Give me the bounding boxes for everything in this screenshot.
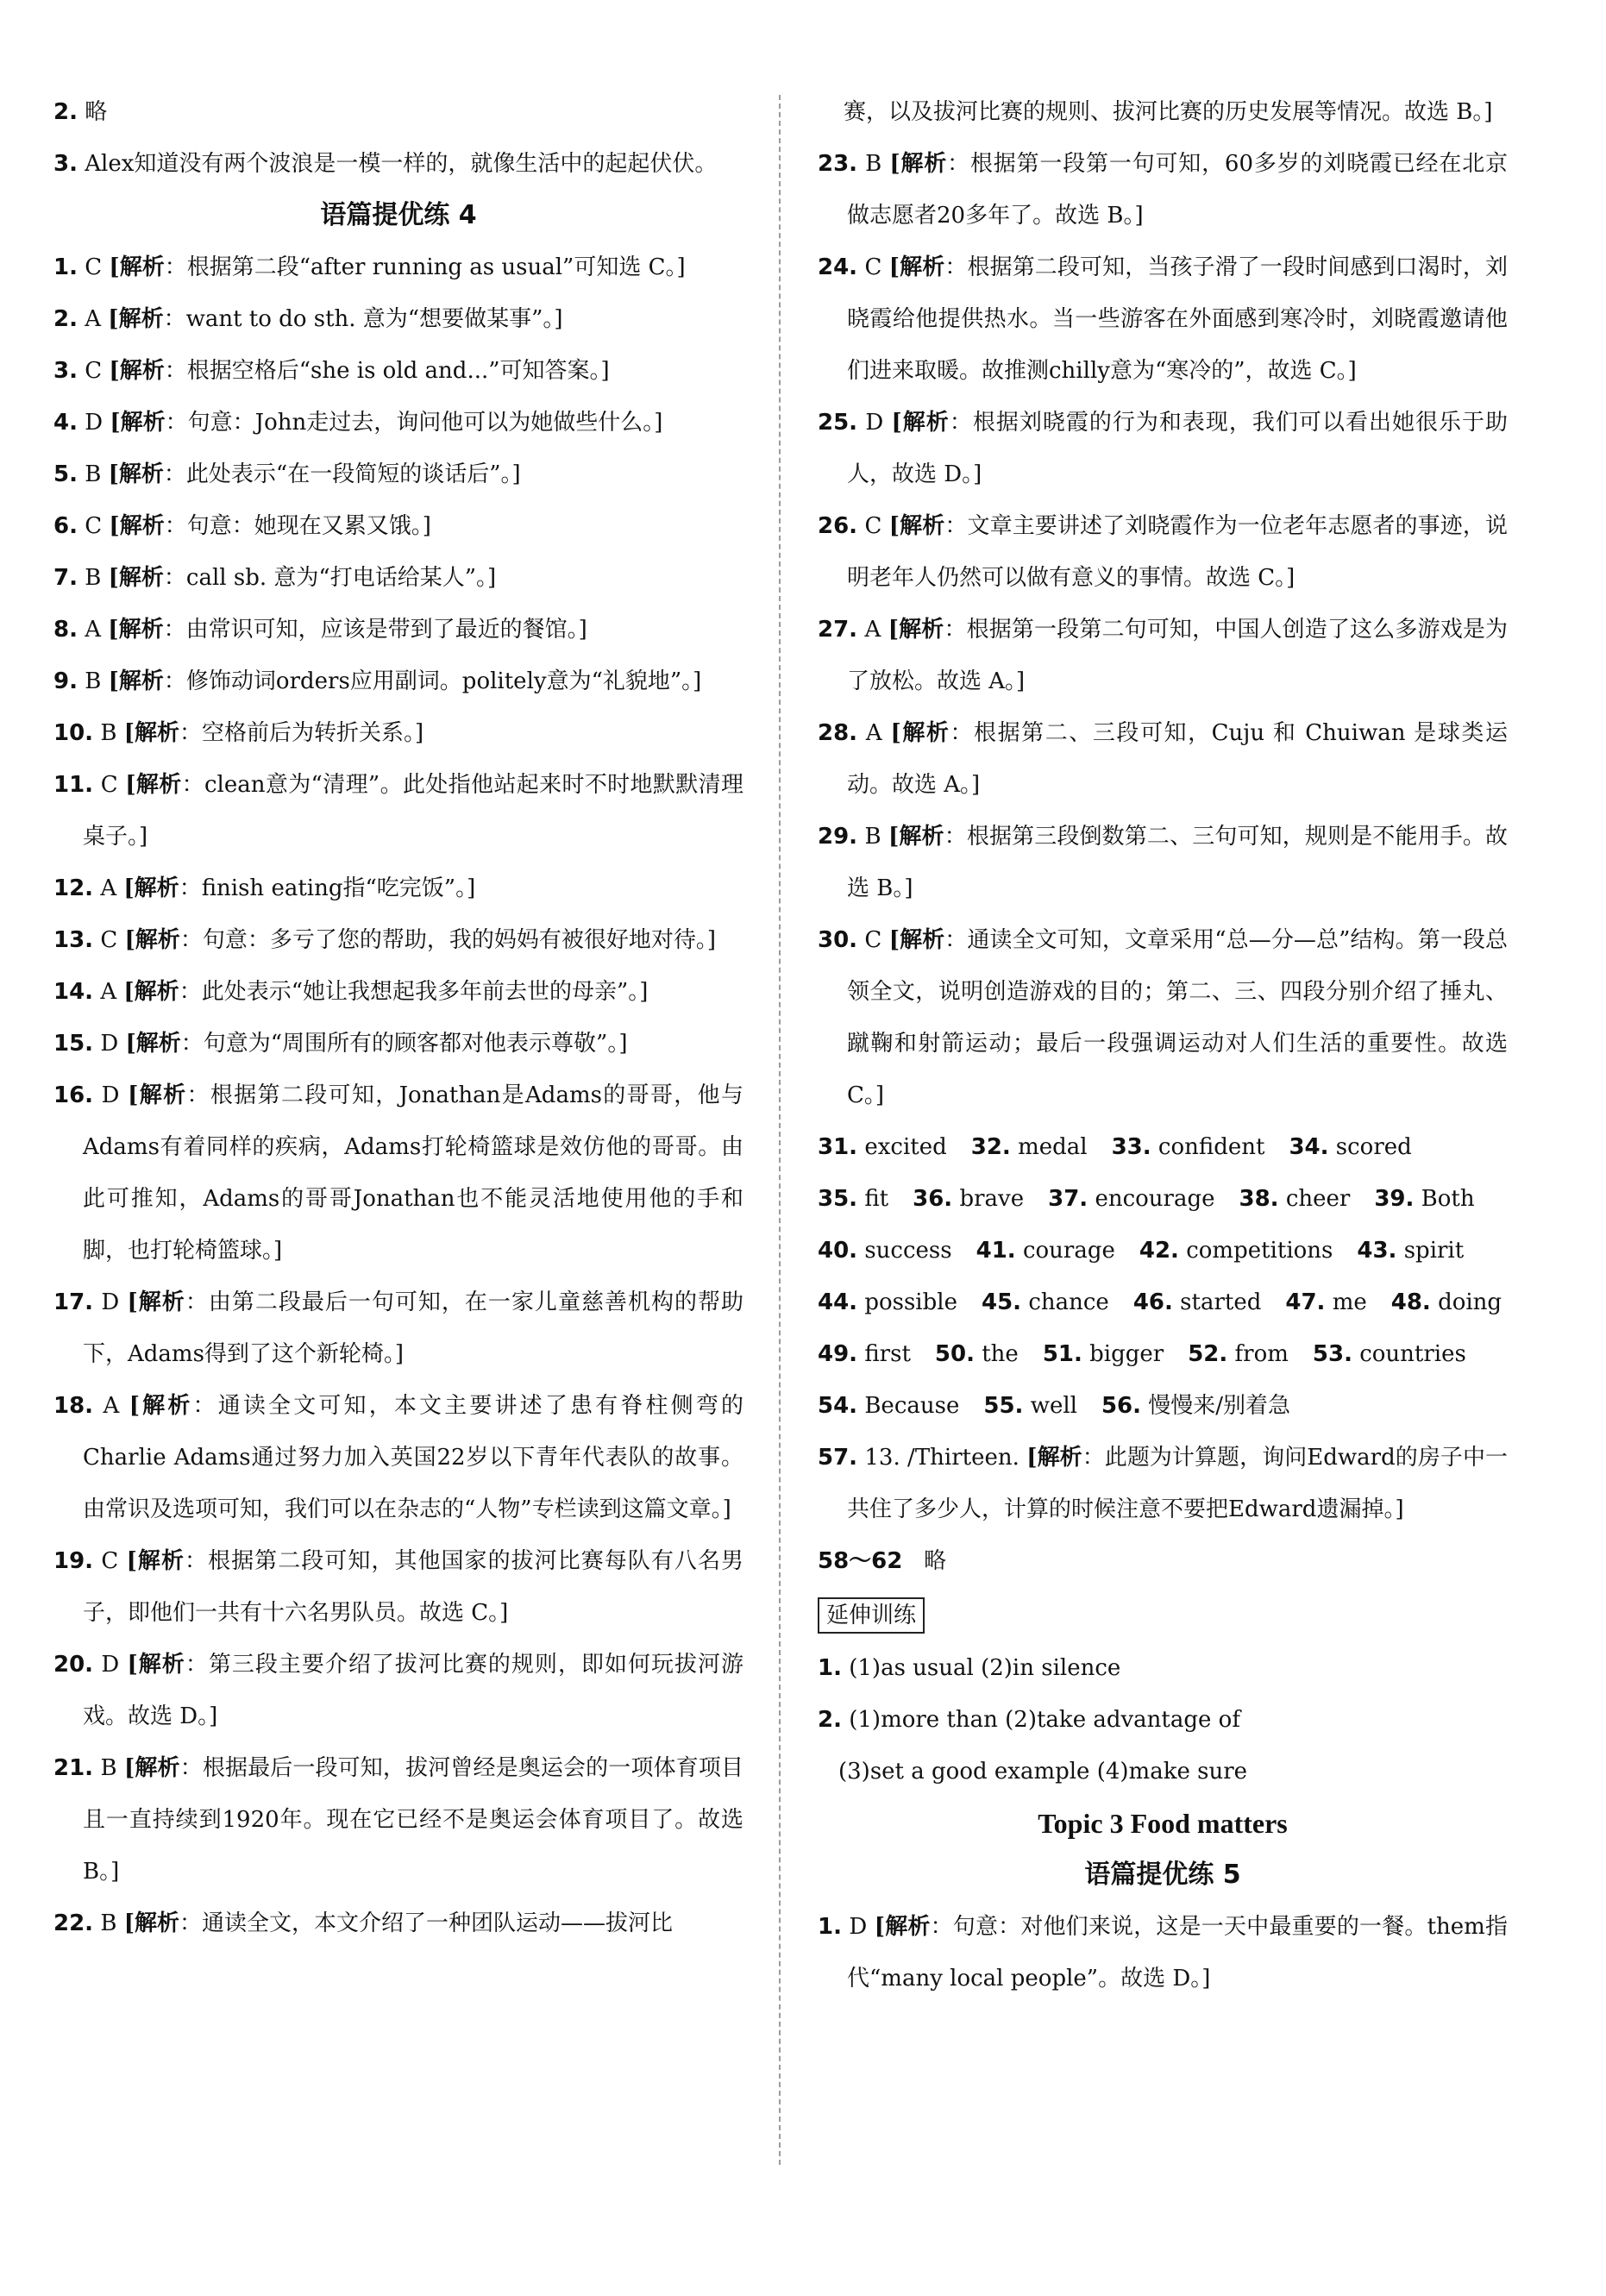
answer-item — [53, 863, 743, 914]
answer-item — [53, 1070, 743, 1277]
item-text: ：根据空格后“she is old and...”可知答案。] — [164, 358, 610, 384]
item-number: 33. — [1111, 1134, 1151, 1160]
item-text: ：want to do sth. 意为“想要做某事”。] — [163, 306, 563, 332]
analysis-tag: [解析 — [1026, 1445, 1082, 1471]
analysis-tag: [解析 — [126, 1548, 185, 1574]
item-number: 2. — [53, 99, 78, 125]
item-word: started — [1180, 1289, 1262, 1315]
item-number: 2. — [53, 306, 78, 332]
item-answer: A — [103, 1393, 120, 1419]
analysis-tag: [解析 — [888, 617, 944, 643]
item-word: well — [1030, 1393, 1077, 1419]
extension-item — [818, 1694, 1508, 1746]
answer-item — [53, 86, 743, 138]
item-text: ：根据第二、三段可知，Cuju 和 Chuiwan 是球类运动。故选 A。] — [847, 720, 1508, 798]
item-number: 3. — [53, 358, 78, 384]
word-answer-row — [818, 1328, 1508, 1380]
item-number: 32. — [970, 1134, 1011, 1160]
item-answer: B — [100, 720, 117, 746]
item-text: ：句意：多亏了您的帮助，我的妈妈有被很好地对待。] — [179, 927, 716, 953]
item-word: chance — [1028, 1289, 1109, 1315]
item-number: 56. — [1101, 1393, 1142, 1419]
item-answer: D — [865, 410, 884, 436]
item-number: 36. — [913, 1186, 953, 1212]
item-word: excited — [864, 1134, 947, 1160]
item-answer: D — [849, 1914, 868, 1940]
answer-item — [818, 1901, 1508, 2004]
right-column — [818, 86, 1508, 2004]
item-answer: C — [85, 513, 103, 539]
answer-item — [53, 242, 743, 293]
word-answer — [1285, 1277, 1366, 1328]
item-answer: A — [85, 617, 102, 643]
continued-text: 赛，以及拔河比赛的规则、拔河比赛的历史发展等情况。故选 B。] — [844, 99, 1493, 125]
item-number: 12. — [53, 875, 94, 901]
item-number: 11. — [53, 772, 94, 798]
item-answer: C — [85, 254, 103, 280]
word-answer — [983, 1380, 1077, 1432]
answer-item — [53, 966, 743, 1018]
item-number: 19. — [53, 1548, 94, 1574]
answer-item — [818, 707, 1508, 811]
item-answer: B — [100, 1755, 117, 1781]
item-text: (1)more than (2)take advantage of — [849, 1707, 1240, 1733]
item-answer: C — [100, 772, 118, 798]
analysis-tag: [解析 — [888, 513, 945, 539]
item-answer: B — [85, 668, 102, 694]
analysis-tag: [解析 — [127, 1652, 185, 1678]
item-word: first — [864, 1341, 911, 1367]
analysis-tag: [解析 — [124, 927, 180, 953]
word-answer — [1374, 1173, 1474, 1225]
item-text: ：根据第三段倒数第二、三句可知，规则是不能用手。故选 B。] — [847, 824, 1508, 901]
word-answer — [1133, 1277, 1262, 1328]
item-answer: A — [100, 979, 117, 1005]
item-answer: B — [85, 461, 102, 487]
analysis-tag: [解析 — [888, 927, 945, 953]
item-number: 21. — [53, 1755, 94, 1781]
item-text: ：由第二段最后一句可知，在一家儿童慈善机构的帮助下，Adams得到了这个新轮椅。] — [83, 1289, 743, 1367]
answer-item — [53, 293, 743, 345]
item-answer: C — [85, 358, 103, 384]
item-answer: D — [101, 1289, 120, 1315]
item-number: 23. — [818, 151, 858, 177]
answer-item — [53, 345, 743, 397]
item-answer: A — [864, 617, 881, 643]
word-answer — [1313, 1328, 1466, 1380]
item-answer: A — [85, 306, 102, 332]
word-answer — [976, 1225, 1115, 1277]
item-text: ：call sb. 意为“打电话给某人”。] — [163, 565, 497, 591]
item-text: ：根据刘晓霞的行为和表现，我们可以看出她很乐于助人，故选 D。] — [847, 410, 1508, 487]
item-number: 52. — [1188, 1341, 1228, 1367]
word-answer — [1139, 1225, 1333, 1277]
answer-item — [53, 1380, 743, 1535]
answer-item — [53, 656, 743, 707]
item-number: 10. — [53, 720, 94, 746]
item-word: the — [982, 1341, 1019, 1367]
item-answer: B — [85, 565, 102, 591]
item-word: bigger — [1089, 1341, 1164, 1367]
item-text: Alex知道没有两个波浪是一模一样的，就像生活中的起起伏伏。 — [85, 151, 718, 177]
item-number: 31. — [818, 1134, 858, 1160]
item-text: 略 — [924, 1548, 947, 1574]
analysis-tag: [解析 — [110, 410, 166, 436]
item-number: 3. — [53, 151, 78, 177]
item-answer: D — [101, 1082, 120, 1108]
word-answer — [818, 1173, 888, 1225]
item-text: ：句意：她现在又累又饿。] — [164, 513, 431, 539]
word-answer — [818, 1380, 959, 1432]
answer-item — [53, 500, 743, 552]
analysis-tag: [解析 — [123, 979, 179, 1005]
word-answer-row — [818, 1225, 1508, 1277]
item-answer: B — [864, 824, 881, 850]
item-text: 略 — [85, 99, 108, 125]
answer-item — [818, 1432, 1508, 1535]
item-text: ：通读全文可知，文章采用“总—分—总”结构。第一段总领全文，说明创造游戏的目的；第二、三、四段分别介绍了捶丸、蹴鞠和射箭运动；最后一段强调运动对人们生活的重要性。故选 C。] — [847, 927, 1508, 1108]
item-text: (3)set a good example (4)make sure — [838, 1759, 1248, 1785]
answer-item — [818, 500, 1508, 604]
answer-item — [818, 242, 1508, 397]
word-answer — [971, 1121, 1088, 1173]
item-number: 18. — [53, 1393, 94, 1419]
item-number: 51. — [1042, 1341, 1082, 1367]
analysis-tag: [解析 — [889, 151, 948, 177]
analysis-tag: [解析 — [108, 668, 164, 694]
analysis-tag: [解析 — [123, 1910, 180, 1936]
item-number: 24. — [818, 254, 858, 280]
item-number: 54. — [818, 1393, 858, 1419]
item-word: Because — [864, 1393, 960, 1419]
extension-item-cont — [818, 1746, 1508, 1797]
item-answer: A — [100, 875, 117, 901]
analysis-tag: [解析 — [888, 824, 944, 850]
item-number: 8. — [53, 617, 78, 643]
item-text: ：通读全文，本文介绍了一种团队运动——拔河比 — [179, 1910, 674, 1936]
item-number: 17. — [53, 1289, 94, 1315]
analysis-tag: [解析 — [109, 513, 165, 539]
item-answer: C — [101, 1548, 119, 1574]
word-answer — [1048, 1173, 1214, 1225]
item-word: scored — [1335, 1134, 1412, 1160]
item-word: encourage — [1095, 1186, 1215, 1212]
analysis-tag: [解析 — [108, 461, 164, 487]
item-word: possible — [864, 1289, 957, 1315]
item-word: medal — [1018, 1134, 1088, 1160]
item-word: fit — [864, 1186, 889, 1212]
item-number: 55. — [983, 1393, 1024, 1419]
item-text: ：此处表示“在一段简短的谈话后”。] — [163, 461, 521, 487]
word-answer — [1357, 1225, 1464, 1277]
section-heading: 语篇提优练 5 — [1084, 1860, 1241, 1890]
item-answer: B — [100, 1910, 117, 1936]
answer-item — [53, 1277, 743, 1380]
answer-item — [53, 552, 743, 604]
item-number: 40. — [818, 1238, 858, 1264]
word-answer — [913, 1173, 1024, 1225]
answer-item — [53, 1742, 743, 1898]
item-number: 44. — [818, 1289, 858, 1315]
item-number: 27. — [818, 617, 858, 643]
item-word: cheer — [1285, 1186, 1351, 1212]
answer-item — [53, 1535, 743, 1639]
item-number: 48. — [1390, 1289, 1431, 1315]
item-word: success — [864, 1238, 952, 1264]
item-text: (1)as usual (2)in silence — [849, 1655, 1121, 1681]
item-text: ：第三段主要介绍了拔河比赛的规则，即如何玩拔河游戏。故选 D。] — [83, 1652, 743, 1729]
item-number: 45. — [981, 1289, 1022, 1315]
analysis-tag: [解析 — [888, 254, 945, 280]
item-number: 46. — [1132, 1289, 1173, 1315]
answer-item — [53, 1898, 743, 1949]
section-heading: 语篇提优练 4 — [320, 200, 477, 230]
item-number: 22. — [53, 1910, 94, 1936]
analysis-tag: [解析 — [890, 720, 950, 746]
item-number: 49. — [818, 1341, 858, 1367]
item-number: 39. — [1374, 1186, 1415, 1212]
analysis-tag: [解析 — [891, 410, 950, 436]
item-text: ：句意为“周围所有的顾客都对他表示尊敬”。] — [180, 1031, 628, 1057]
item-text: ：根据第二段可知，其他国家的拔河比赛每队有八名男子，即他们一共有十六名男队员。故选 C。] — [83, 1548, 743, 1626]
item-answer: A — [865, 720, 882, 746]
item-number: 13. — [53, 927, 94, 953]
item-number: 43. — [1357, 1238, 1397, 1264]
item-answer: C — [864, 927, 882, 953]
item-word: countries — [1359, 1341, 1466, 1367]
item-text: ：句意：对他们来说，这是一天中最重要的一餐。them指代“many local people”。故选 D。] — [847, 1914, 1509, 1992]
answer-item — [53, 397, 743, 449]
answer-item — [818, 397, 1508, 500]
answer-item — [818, 138, 1508, 242]
answer-item — [53, 449, 743, 500]
answer-item — [818, 1535, 1508, 1587]
item-number: 42. — [1139, 1238, 1179, 1264]
item-text: ：finish eating指“吃完饭”。] — [179, 875, 476, 901]
analysis-tag: [解析 — [108, 306, 164, 332]
item-text: ：修饰动词orders应用副词。politely意为“礼貌地”。] — [163, 668, 702, 694]
word-answer — [982, 1277, 1109, 1328]
item-text: ：根据第二段可知，Jonathan是Adams的哥哥，他与Adams有着同样的疾病，Adams打轮椅篮球是效仿他的哥哥。由此可推知，Adams的哥哥Jonathan也不能灵活地使用他的手和脚，也打轮椅篮球。] — [83, 1082, 743, 1264]
item-word: me — [1332, 1289, 1367, 1315]
word-answer — [935, 1328, 1019, 1380]
answer-item — [53, 138, 743, 190]
word-answer-row — [818, 1173, 1508, 1225]
item-number: 50. — [934, 1341, 975, 1367]
extension-label: 延伸训练 — [818, 1597, 925, 1634]
item-number: 7. — [53, 565, 78, 591]
item-word: Both — [1421, 1186, 1475, 1212]
item-text: ：文章主要讲述了刘晓霞作为一位老年志愿者的事迹，说明老年人仍然可以做有意义的事情。故选 C。] — [847, 513, 1508, 591]
item-number: 14. — [53, 979, 94, 1005]
item-number: 57. — [818, 1445, 858, 1471]
item-answer: D — [100, 1031, 119, 1057]
analysis-tag: [解析 — [125, 1031, 181, 1057]
analysis-tag: [解析 — [109, 254, 165, 280]
item-number: 47. — [1285, 1289, 1326, 1315]
word-answer-row — [818, 1380, 1508, 1432]
word-answer — [1391, 1277, 1502, 1328]
analysis-tag: [解析 — [874, 1914, 931, 1940]
item-number: 28. — [818, 720, 858, 746]
item-number: 16. — [53, 1082, 94, 1108]
analysis-tag: [解析 — [109, 358, 165, 384]
analysis-tag: [解析 — [129, 1393, 193, 1419]
item-number: 6. — [53, 513, 78, 539]
item-answer: B — [865, 151, 882, 177]
answer-item — [53, 1639, 743, 1742]
item-number: 26. — [818, 513, 858, 539]
word-answer — [1043, 1328, 1164, 1380]
word-answer — [1112, 1121, 1265, 1173]
item-text: ：根据第二段可知，当孩子滑了一段时间感到口渴时，刘晓霞给他提供热水。当一些游客在外面感到寒冷时，刘晓霞邀请他们进来取暖。故推测chilly意为“寒冷的”，故选 C。] — [847, 254, 1508, 384]
item-number: 38. — [1239, 1186, 1279, 1212]
item-number: 2. — [818, 1707, 842, 1733]
word-answer-row — [818, 1277, 1508, 1328]
item-answer: C — [864, 513, 882, 539]
answer-item — [818, 914, 1508, 1121]
item-text: ：此题为计算题，询问Edward的房子中一共住了多少人，计算的时候注意不要把Edward遗漏掉。] — [847, 1445, 1509, 1522]
item-number: 29. — [818, 824, 858, 850]
item-word: 慢慢来/别着急 — [1148, 1393, 1291, 1419]
item-word: competitions — [1186, 1238, 1333, 1264]
word-answer — [818, 1277, 957, 1328]
column-divider — [779, 95, 781, 2165]
answer-item — [53, 759, 743, 863]
word-answer-rows — [818, 1121, 1508, 1432]
answer-list — [53, 242, 743, 1949]
left-column — [53, 86, 743, 1949]
word-answer — [1239, 1173, 1351, 1225]
item-word: courage — [1022, 1238, 1115, 1264]
item-answer: D — [85, 410, 104, 436]
item-number: 34. — [1289, 1134, 1329, 1160]
item-number: 1. — [818, 1655, 842, 1681]
analysis-tag: [解析 — [123, 720, 180, 746]
item-text: ：句意：John走过去，询问他可以为她做些什么。] — [165, 410, 663, 436]
word-answer — [818, 1328, 911, 1380]
item-text: ：clean意为“清理”。此处指他站起来时不时地默默清理桌子。] — [83, 772, 743, 850]
word-answer — [818, 1225, 952, 1277]
item-text: ：由常识可知，应该是带到了最近的餐馆。] — [163, 617, 587, 643]
word-answer-row — [818, 1121, 1508, 1173]
analysis-tag: [解析 — [127, 1289, 185, 1315]
item-number: 15. — [53, 1031, 94, 1057]
item-number: 1. — [53, 254, 78, 280]
item-text: ：根据第一段第二句可知，中国人创造了这么多游戏是为了放松。故选 A。] — [847, 617, 1508, 694]
item-text: ：通读全文可知，本文主要讲述了患有脊柱侧弯的Charlie Adams通过努力加入英国22岁以下青年代表队的故事。由常识及选项可知，我们可以在杂志的“人物”专栏读到这篇文章。] — [83, 1393, 744, 1522]
item-text: ：空格前后为转折关系。] — [179, 720, 424, 746]
analysis-tag: [解析 — [128, 1082, 187, 1108]
item-answer: C — [864, 254, 882, 280]
answer-item — [818, 811, 1508, 914]
item-text: ：根据第二段“after running as usual”可知选 C。] — [164, 254, 686, 280]
item-text: ：根据第一段第一句可知，60多岁的刘晓霞已经在北京做志愿者20多年了。故选 B。] — [847, 151, 1509, 229]
item-word: brave — [959, 1186, 1025, 1212]
item-answer: C — [100, 927, 118, 953]
item-number: 20. — [53, 1652, 94, 1678]
item-word: confident — [1157, 1134, 1265, 1160]
item-number: 25. — [818, 410, 858, 436]
word-answer — [1101, 1380, 1290, 1432]
item-text: ：此处表示“她让我想起我多年前去世的母亲”。] — [179, 979, 649, 1005]
answer-item — [53, 604, 743, 656]
item-answer: D — [101, 1652, 120, 1678]
analysis-tag: [解析 — [125, 772, 182, 798]
answer-item — [53, 914, 743, 966]
item-word: from — [1234, 1341, 1289, 1367]
analysis-tag: [解析 — [108, 565, 164, 591]
topic-title: Topic 3 Food matters — [1038, 1808, 1288, 1839]
item-number: 1. — [818, 1914, 842, 1940]
item-number: 35. — [818, 1186, 858, 1212]
word-answer — [818, 1121, 947, 1173]
answer-item — [818, 604, 1508, 707]
item-word: spirit — [1403, 1238, 1465, 1264]
answer-list — [818, 138, 1508, 1121]
word-answer — [1188, 1328, 1289, 1380]
answer-item — [53, 707, 743, 759]
item-number: 4. — [53, 410, 78, 436]
item-word: doing — [1438, 1289, 1502, 1315]
item-number: 5. — [53, 461, 78, 487]
item-number: 41. — [976, 1238, 1016, 1264]
item-number: 9. — [53, 668, 78, 694]
analysis-tag: [解析 — [108, 617, 164, 643]
analysis-tag: [解析 — [123, 875, 179, 901]
item-number: 37. — [1048, 1186, 1088, 1212]
item-number: 30. — [818, 927, 858, 953]
analysis-tag: [解析 — [123, 1755, 180, 1781]
item-number: 53. — [1312, 1341, 1352, 1367]
answer-item — [53, 1018, 743, 1070]
item-text: ：根据最后一段可知，拔河曾经是奥运会的一项体育项目且一直持续到1920年。现在它已经不是奥运会体育项目了。故选 B。] — [83, 1755, 743, 1885]
extension-item — [818, 1642, 1508, 1694]
word-answer — [1289, 1121, 1411, 1173]
item-answer: 13. /Thirteen. — [864, 1445, 1019, 1471]
item-number: 58～62 — [818, 1548, 903, 1574]
